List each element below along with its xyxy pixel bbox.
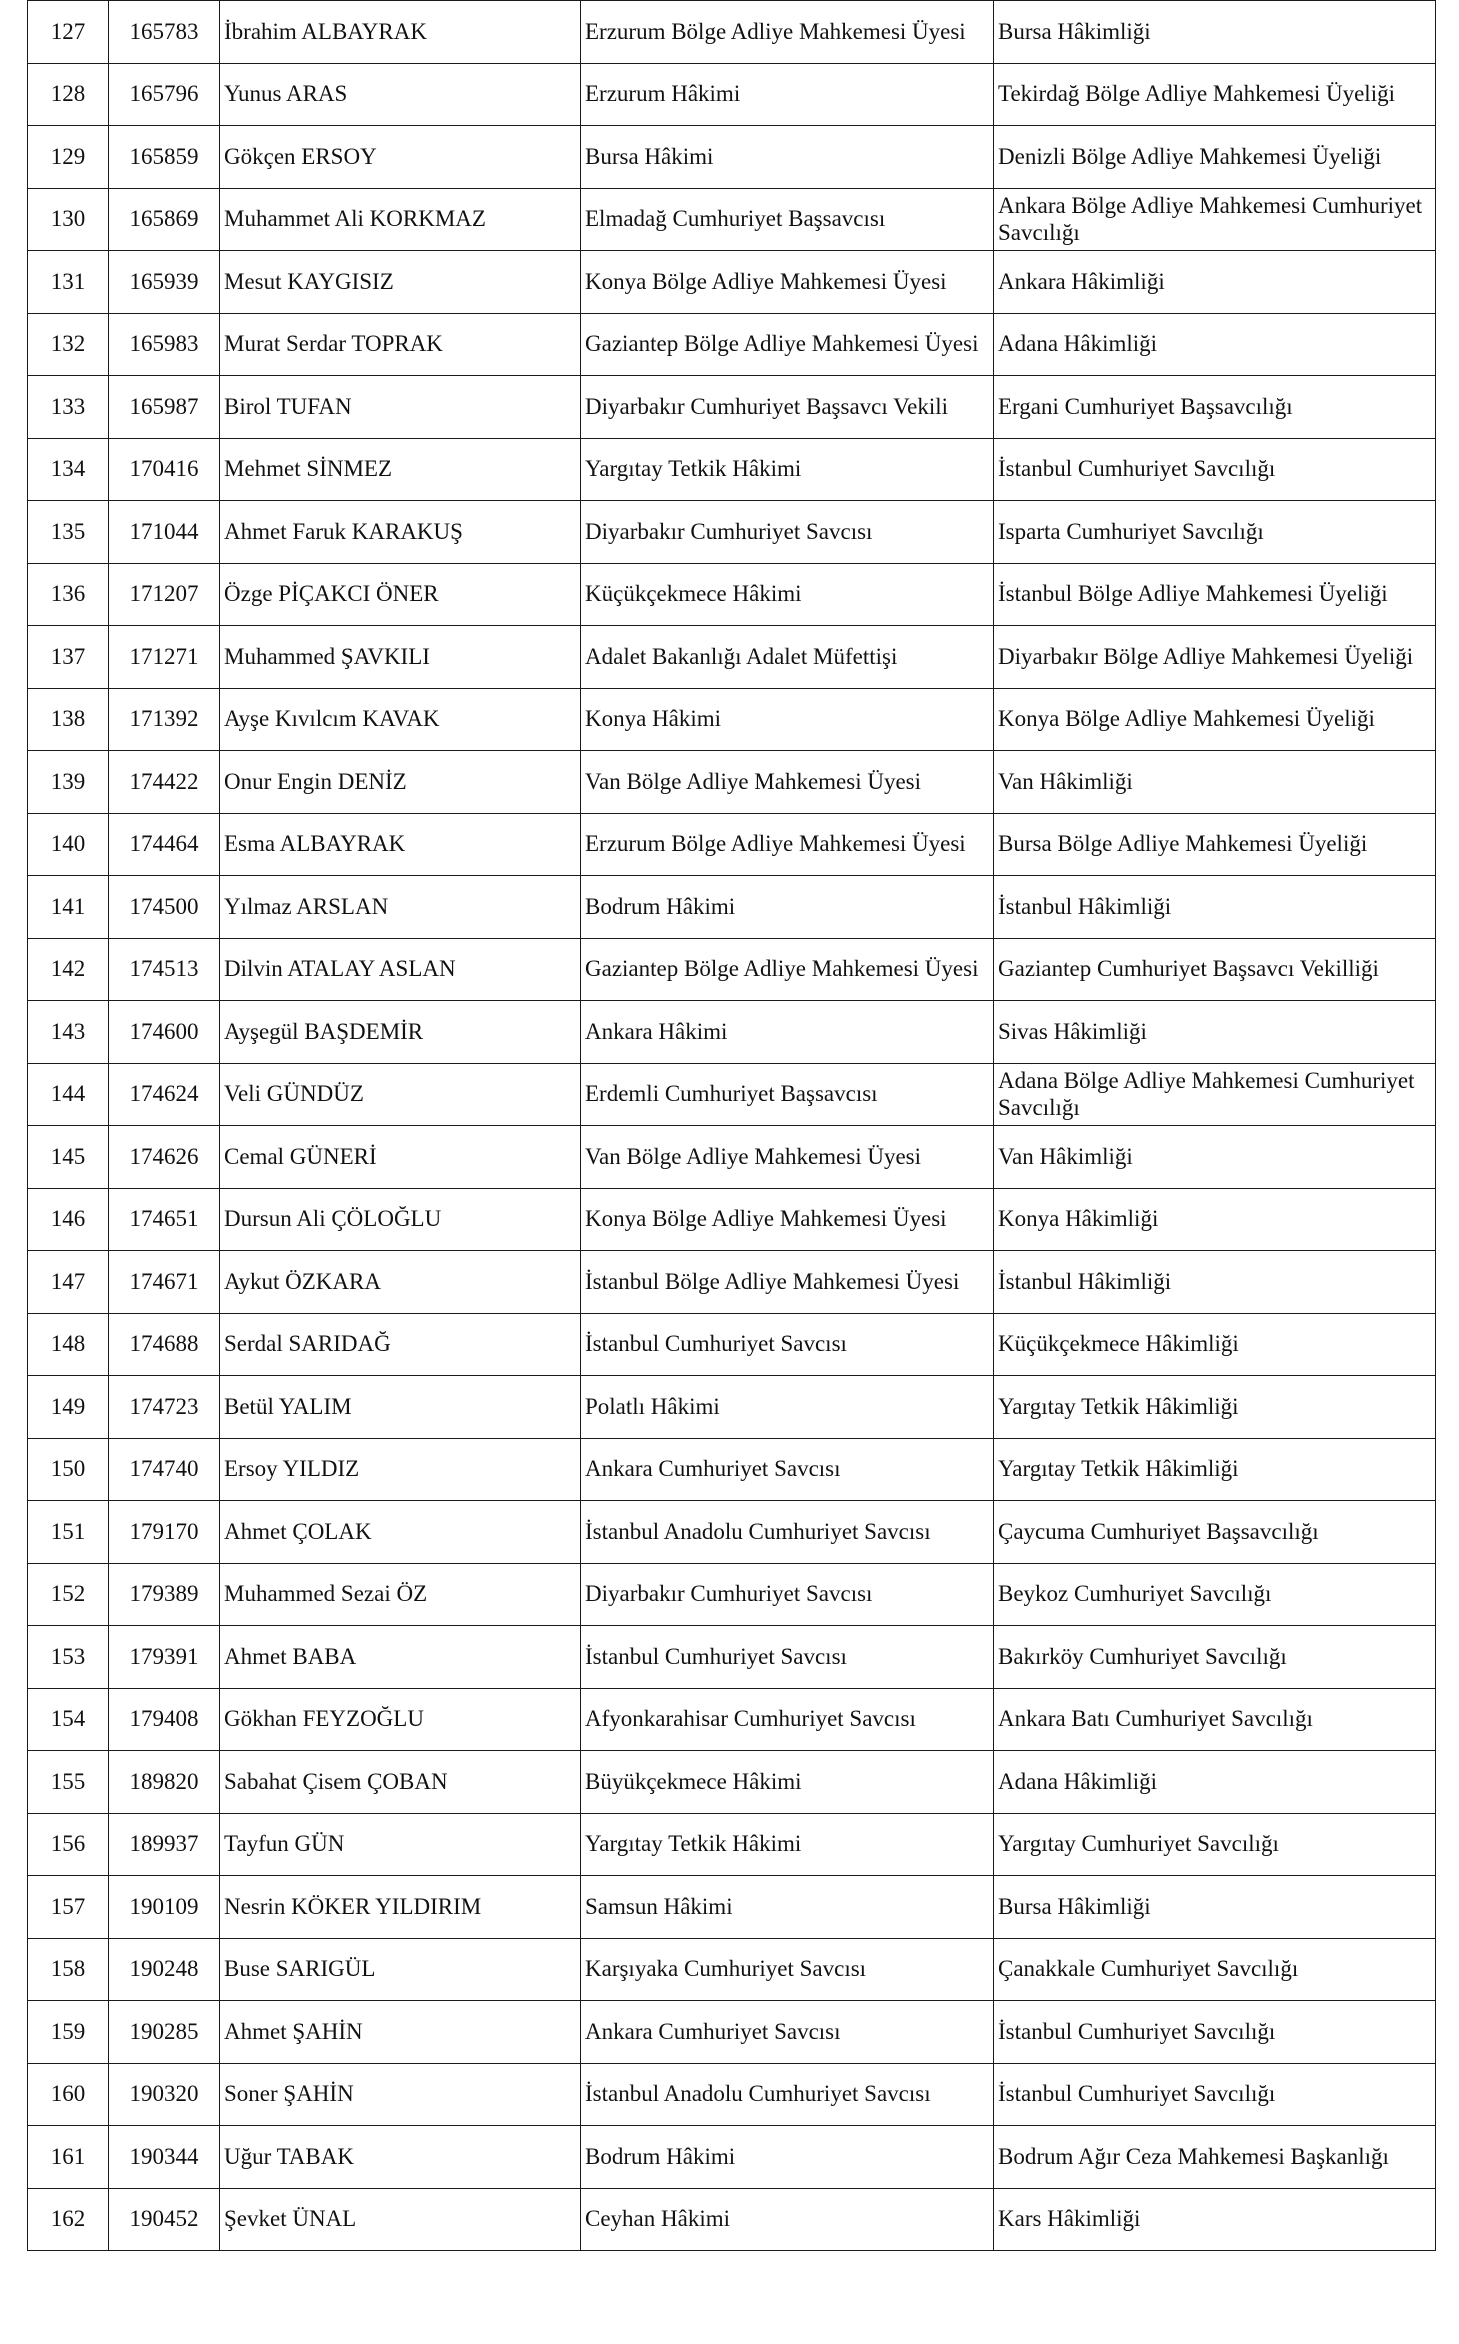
new-assignment-cell: Ankara Batı Cumhuriyet Savcılığı — [994, 1688, 1436, 1751]
current-position-cell: İstanbul Cumhuriyet Savcısı — [581, 1626, 994, 1689]
new-assignment-cell: Tekirdağ Bölge Adliye Mahkemesi Üyeliği — [994, 63, 1436, 126]
person-name-cell: Buse SARIGÜL — [220, 1938, 581, 2001]
new-assignment-cell: Beykoz Cumhuriyet Savcılığı — [994, 1563, 1436, 1626]
registry-number-cell: 165783 — [109, 1, 220, 64]
row-number-cell: 127 — [28, 1, 109, 64]
new-assignment-cell: Yargıtay Cumhuriyet Savcılığı — [994, 1813, 1436, 1876]
new-assignment-cell: Bursa Bölge Adliye Mahkemesi Üyeliği — [994, 813, 1436, 876]
new-assignment-cell: Bakırköy Cumhuriyet Savcılığı — [994, 1626, 1436, 1689]
current-position-cell: Ankara Cumhuriyet Savcısı — [581, 1438, 994, 1501]
new-assignment-cell: Ankara Hâkimliği — [994, 251, 1436, 314]
table-row — [28, 2188, 1436, 2251]
person-name-cell: Murat Serdar TOPRAK — [220, 313, 581, 376]
new-assignment-cell: Konya Hâkimliği — [994, 1188, 1436, 1251]
row-number-cell: 145 — [28, 1126, 109, 1189]
person-name-cell: Dilvin ATALAY ASLAN — [220, 938, 581, 1001]
registry-number-cell: 170416 — [109, 438, 220, 501]
registry-number-cell: 165987 — [109, 376, 220, 439]
row-number-cell: 148 — [28, 1313, 109, 1376]
current-position-cell: Erzurum Bölge Adliye Mahkemesi Üyesi — [581, 1, 994, 64]
new-assignment-cell: Isparta Cumhuriyet Savcılığı — [994, 501, 1436, 564]
registry-number-cell: 171044 — [109, 501, 220, 564]
new-assignment-cell: İstanbul Cumhuriyet Savcılığı — [994, 438, 1436, 501]
person-name-cell: Ahmet ŞAHİN — [220, 2001, 581, 2064]
registry-number-cell: 190248 — [109, 1938, 220, 2001]
row-number-cell: 153 — [28, 1626, 109, 1689]
person-name-cell: Nesrin KÖKER YILDIRIM — [220, 1876, 581, 1939]
row-number-cell: 160 — [28, 2063, 109, 2126]
person-name-cell: Gökçen ERSOY — [220, 126, 581, 189]
table-row — [28, 1813, 1436, 1876]
new-assignment-cell: İstanbul Cumhuriyet Savcılığı — [994, 2001, 1436, 2064]
person-name-cell: Ahmet BABA — [220, 1626, 581, 1689]
current-position-cell: Bodrum Hâkimi — [581, 876, 994, 939]
table-row — [28, 1251, 1436, 1314]
table-row — [28, 1001, 1436, 1064]
person-name-cell: Veli GÜNDÜZ — [220, 1063, 581, 1126]
person-name-cell: Serdal SARIDAĞ — [220, 1313, 581, 1376]
new-assignment-cell: Yargıtay Tetkik Hâkimliği — [994, 1438, 1436, 1501]
row-number-cell: 142 — [28, 938, 109, 1001]
registry-number-cell: 190285 — [109, 2001, 220, 2064]
table-row — [28, 876, 1436, 939]
row-number-cell: 146 — [28, 1188, 109, 1251]
person-name-cell: Özge PİÇAKCI ÖNER — [220, 563, 581, 626]
person-name-cell: Cemal GÜNERİ — [220, 1126, 581, 1189]
table-row — [28, 313, 1436, 376]
current-position-cell: Küçükçekmece Hâkimi — [581, 563, 994, 626]
new-assignment-cell: Bodrum Ağır Ceza Mahkemesi Başkanlığı — [994, 2126, 1436, 2189]
row-number-cell: 155 — [28, 1751, 109, 1814]
person-name-cell: Soner ŞAHİN — [220, 2063, 581, 2126]
row-number-cell: 128 — [28, 63, 109, 126]
person-name-cell: Tayfun GÜN — [220, 1813, 581, 1876]
table-row — [28, 188, 1436, 251]
current-position-cell: Adalet Bakanlığı Adalet Müfettişi — [581, 626, 994, 689]
new-assignment-cell: Adana Hâkimliği — [994, 1751, 1436, 1814]
row-number-cell: 129 — [28, 126, 109, 189]
registry-number-cell: 174671 — [109, 1251, 220, 1314]
registry-number-cell: 179408 — [109, 1688, 220, 1751]
table-row — [28, 1688, 1436, 1751]
person-name-cell: Ersoy YILDIZ — [220, 1438, 581, 1501]
current-position-cell: Van Bölge Adliye Mahkemesi Üyesi — [581, 1126, 994, 1189]
table-row — [28, 1188, 1436, 1251]
person-name-cell: Betül YALIM — [220, 1376, 581, 1439]
person-name-cell: Onur Engin DENİZ — [220, 751, 581, 814]
registry-number-cell: 189937 — [109, 1813, 220, 1876]
table-row — [28, 63, 1436, 126]
current-position-cell: Karşıyaka Cumhuriyet Savcısı — [581, 1938, 994, 2001]
new-assignment-cell: İstanbul Hâkimliği — [994, 1251, 1436, 1314]
row-number-cell: 131 — [28, 251, 109, 314]
current-position-cell: Diyarbakır Cumhuriyet Savcısı — [581, 1563, 994, 1626]
person-name-cell: Şevket ÜNAL — [220, 2188, 581, 2251]
person-name-cell: Mesut KAYGISIZ — [220, 251, 581, 314]
row-number-cell: 149 — [28, 1376, 109, 1439]
row-number-cell: 137 — [28, 626, 109, 689]
current-position-cell: Konya Hâkimi — [581, 688, 994, 751]
new-assignment-cell: Van Hâkimliği — [994, 1126, 1436, 1189]
current-position-cell: Büyükçekmece Hâkimi — [581, 1751, 994, 1814]
row-number-cell: 162 — [28, 2188, 109, 2251]
table-row — [28, 1376, 1436, 1439]
table-row — [28, 626, 1436, 689]
current-position-cell: Bodrum Hâkimi — [581, 2126, 994, 2189]
person-name-cell: Mehmet SİNMEZ — [220, 438, 581, 501]
registry-number-cell: 165983 — [109, 313, 220, 376]
table-row — [28, 563, 1436, 626]
current-position-cell: Gaziantep Bölge Adliye Mahkemesi Üyesi — [581, 938, 994, 1001]
registry-number-cell: 174688 — [109, 1313, 220, 1376]
row-number-cell: 158 — [28, 1938, 109, 2001]
table-row — [28, 1126, 1436, 1189]
new-assignment-cell: Kars Hâkimliği — [994, 2188, 1436, 2251]
table-row — [28, 438, 1436, 501]
row-number-cell: 133 — [28, 376, 109, 439]
registry-number-cell: 174422 — [109, 751, 220, 814]
new-assignment-cell: Bursa Hâkimliği — [994, 1, 1436, 64]
row-number-cell: 147 — [28, 1251, 109, 1314]
registry-number-cell: 174600 — [109, 1001, 220, 1064]
current-position-cell: Bursa Hâkimi — [581, 126, 994, 189]
current-position-cell: Yargıtay Tetkik Hâkimi — [581, 438, 994, 501]
row-number-cell: 136 — [28, 563, 109, 626]
row-number-cell: 151 — [28, 1501, 109, 1564]
registry-number-cell: 174500 — [109, 876, 220, 939]
registry-number-cell: 174513 — [109, 938, 220, 1001]
person-name-cell: Yılmaz ARSLAN — [220, 876, 581, 939]
registry-number-cell: 190452 — [109, 2188, 220, 2251]
new-assignment-cell: Ergani Cumhuriyet Başsavcılığı — [994, 376, 1436, 439]
registry-number-cell: 174651 — [109, 1188, 220, 1251]
new-assignment-cell: Sivas Hâkimliği — [994, 1001, 1436, 1064]
current-position-cell: Afyonkarahisar Cumhuriyet Savcısı — [581, 1688, 994, 1751]
table-row — [28, 1876, 1436, 1939]
registry-number-cell: 165939 — [109, 251, 220, 314]
table-row — [28, 1313, 1436, 1376]
current-position-cell: Polatlı Hâkimi — [581, 1376, 994, 1439]
registry-number-cell: 174740 — [109, 1438, 220, 1501]
person-name-cell: Sabahat Çisem ÇOBAN — [220, 1751, 581, 1814]
table-row — [28, 1438, 1436, 1501]
new-assignment-cell: İstanbul Bölge Adliye Mahkemesi Üyeliği — [994, 563, 1436, 626]
new-assignment-cell: Küçükçekmece Hâkimliği — [994, 1313, 1436, 1376]
row-number-cell: 156 — [28, 1813, 109, 1876]
registry-number-cell: 179391 — [109, 1626, 220, 1689]
table-row — [28, 2001, 1436, 2064]
new-assignment-cell: Diyarbakır Bölge Adliye Mahkemesi Üyeliği — [994, 626, 1436, 689]
row-number-cell: 157 — [28, 1876, 109, 1939]
current-position-cell: Erzurum Hâkimi — [581, 63, 994, 126]
table-row — [28, 1563, 1436, 1626]
person-name-cell: Birol TUFAN — [220, 376, 581, 439]
table-row — [28, 1626, 1436, 1689]
table-row — [28, 813, 1436, 876]
new-assignment-cell: İstanbul Cumhuriyet Savcılığı — [994, 2063, 1436, 2126]
row-number-cell: 130 — [28, 188, 109, 251]
table-row — [28, 1501, 1436, 1564]
registry-number-cell: 174624 — [109, 1063, 220, 1126]
table-row — [28, 1063, 1436, 1126]
table-row — [28, 126, 1436, 189]
person-name-cell: Aykut ÖZKARA — [220, 1251, 581, 1314]
current-position-cell: Diyarbakır Cumhuriyet Savcısı — [581, 501, 994, 564]
registry-number-cell: 179170 — [109, 1501, 220, 1564]
current-position-cell: Erdemli Cumhuriyet Başsavcısı — [581, 1063, 994, 1126]
new-assignment-cell: Denizli Bölge Adliye Mahkemesi Üyeliği — [994, 126, 1436, 189]
current-position-cell: Konya Bölge Adliye Mahkemesi Üyesi — [581, 251, 994, 314]
table-row — [28, 688, 1436, 751]
current-position-cell: Yargıtay Tetkik Hâkimi — [581, 1813, 994, 1876]
registry-number-cell: 174723 — [109, 1376, 220, 1439]
current-position-cell: Elmadağ Cumhuriyet Başsavcısı — [581, 188, 994, 251]
person-name-cell: Ayşegül BAŞDEMİR — [220, 1001, 581, 1064]
registry-number-cell: 171207 — [109, 563, 220, 626]
person-name-cell: Ahmet ÇOLAK — [220, 1501, 581, 1564]
current-position-cell: Ankara Hâkimi — [581, 1001, 994, 1064]
current-position-cell: Samsun Hâkimi — [581, 1876, 994, 1939]
registry-number-cell: 190320 — [109, 2063, 220, 2126]
new-assignment-cell: Konya Bölge Adliye Mahkemesi Üyeliği — [994, 688, 1436, 751]
table-row — [28, 1, 1436, 64]
registry-number-cell: 165869 — [109, 188, 220, 251]
current-position-cell: Diyarbakır Cumhuriyet Başsavcı Vekili — [581, 376, 994, 439]
current-position-cell: Konya Bölge Adliye Mahkemesi Üyesi — [581, 1188, 994, 1251]
appointment-table-body — [28, 1, 1436, 2251]
current-position-cell: Gaziantep Bölge Adliye Mahkemesi Üyesi — [581, 313, 994, 376]
document-page — [27, 0, 1435, 2251]
row-number-cell: 140 — [28, 813, 109, 876]
registry-number-cell: 165796 — [109, 63, 220, 126]
row-number-cell: 143 — [28, 1001, 109, 1064]
current-position-cell: Van Bölge Adliye Mahkemesi Üyesi — [581, 751, 994, 814]
row-number-cell: 154 — [28, 1688, 109, 1751]
person-name-cell: Uğur TABAK — [220, 2126, 581, 2189]
current-position-cell: Erzurum Bölge Adliye Mahkemesi Üyesi — [581, 813, 994, 876]
new-assignment-cell: Ankara Bölge Adliye Mahkemesi Cumhuriyet Savcılığı — [994, 188, 1436, 251]
new-assignment-cell: Çanakkale Cumhuriyet Savcılığı — [994, 1938, 1436, 2001]
new-assignment-cell: Adana Bölge Adliye Mahkemesi Cumhuriyet Savcılığı — [994, 1063, 1436, 1126]
current-position-cell: Ankara Cumhuriyet Savcısı — [581, 2001, 994, 2064]
row-number-cell: 161 — [28, 2126, 109, 2189]
table-row — [28, 938, 1436, 1001]
person-name-cell: Ahmet Faruk KARAKUŞ — [220, 501, 581, 564]
table-row — [28, 2063, 1436, 2126]
current-position-cell: İstanbul Anadolu Cumhuriyet Savcısı — [581, 1501, 994, 1564]
current-position-cell: İstanbul Cumhuriyet Savcısı — [581, 1313, 994, 1376]
person-name-cell: Dursun Ali ÇÖLOĞLU — [220, 1188, 581, 1251]
current-position-cell: Ceyhan Hâkimi — [581, 2188, 994, 2251]
new-assignment-cell: Çaycuma Cumhuriyet Başsavcılığı — [994, 1501, 1436, 1564]
registry-number-cell: 189820 — [109, 1751, 220, 1814]
new-assignment-cell: Adana Hâkimliği — [994, 313, 1436, 376]
table-row — [28, 2126, 1436, 2189]
person-name-cell: Muhammet Ali KORKMAZ — [220, 188, 581, 251]
appointment-table — [27, 0, 1436, 2251]
current-position-cell: İstanbul Anadolu Cumhuriyet Savcısı — [581, 2063, 994, 2126]
row-number-cell: 141 — [28, 876, 109, 939]
row-number-cell: 159 — [28, 2001, 109, 2064]
row-number-cell: 144 — [28, 1063, 109, 1126]
person-name-cell: Muhammed ŞAVKILI — [220, 626, 581, 689]
row-number-cell: 135 — [28, 501, 109, 564]
registry-number-cell: 179389 — [109, 1563, 220, 1626]
table-row — [28, 251, 1436, 314]
row-number-cell: 139 — [28, 751, 109, 814]
table-row — [28, 501, 1436, 564]
current-position-cell: İstanbul Bölge Adliye Mahkemesi Üyesi — [581, 1251, 994, 1314]
table-row — [28, 751, 1436, 814]
person-name-cell: Muhammed Sezai ÖZ — [220, 1563, 581, 1626]
registry-number-cell: 165859 — [109, 126, 220, 189]
row-number-cell: 132 — [28, 313, 109, 376]
row-number-cell: 134 — [28, 438, 109, 501]
registry-number-cell: 190109 — [109, 1876, 220, 1939]
registry-number-cell: 190344 — [109, 2126, 220, 2189]
table-row — [28, 376, 1436, 439]
registry-number-cell: 174626 — [109, 1126, 220, 1189]
new-assignment-cell: İstanbul Hâkimliği — [994, 876, 1436, 939]
row-number-cell: 138 — [28, 688, 109, 751]
row-number-cell: 150 — [28, 1438, 109, 1501]
person-name-cell: Esma ALBAYRAK — [220, 813, 581, 876]
registry-number-cell: 174464 — [109, 813, 220, 876]
person-name-cell: Yunus ARAS — [220, 63, 581, 126]
table-row — [28, 1751, 1436, 1814]
person-name-cell: Ayşe Kıvılcım KAVAK — [220, 688, 581, 751]
registry-number-cell: 171271 — [109, 626, 220, 689]
table-row — [28, 1938, 1436, 2001]
new-assignment-cell: Gaziantep Cumhuriyet Başsavcı Vekilliği — [994, 938, 1436, 1001]
new-assignment-cell: Yargıtay Tetkik Hâkimliği — [994, 1376, 1436, 1439]
new-assignment-cell: Bursa Hâkimliği — [994, 1876, 1436, 1939]
new-assignment-cell: Van Hâkimliği — [994, 751, 1436, 814]
registry-number-cell: 171392 — [109, 688, 220, 751]
person-name-cell: İbrahim ALBAYRAK — [220, 1, 581, 64]
row-number-cell: 152 — [28, 1563, 109, 1626]
person-name-cell: Gökhan FEYZOĞLU — [220, 1688, 581, 1751]
